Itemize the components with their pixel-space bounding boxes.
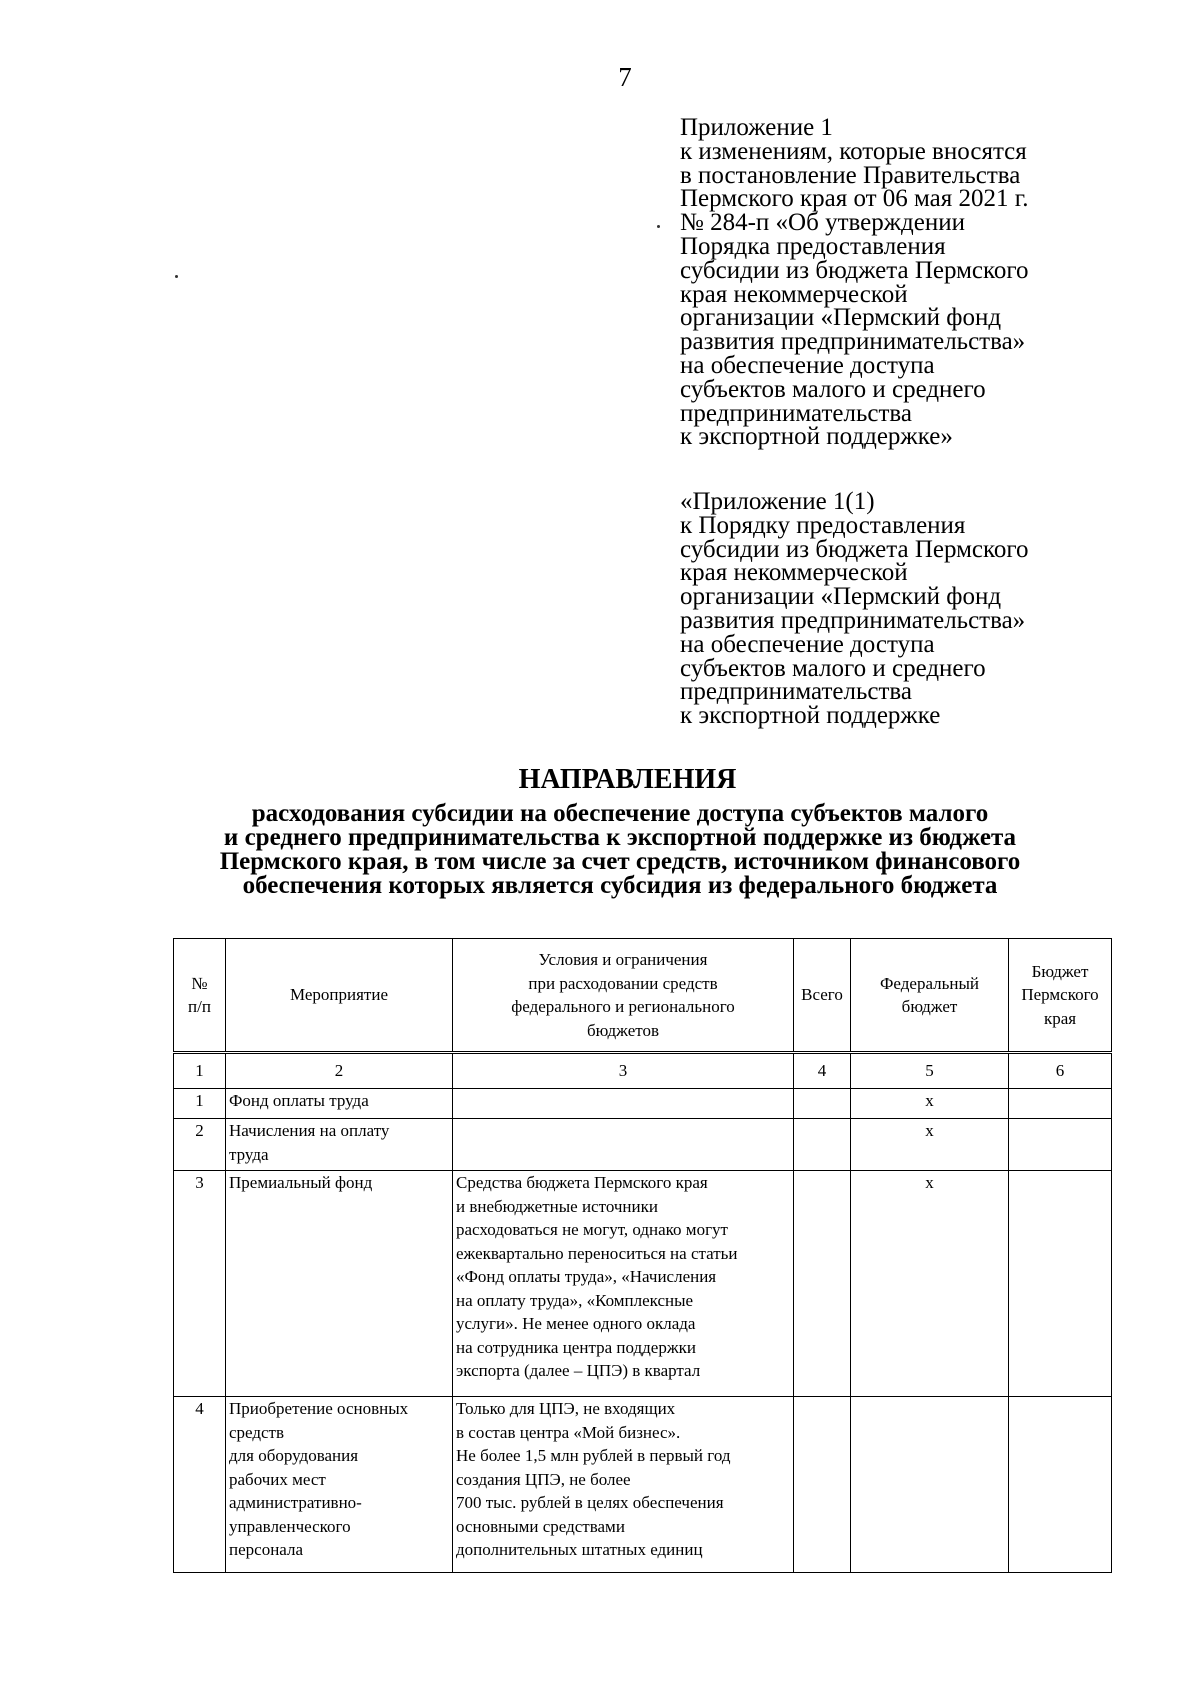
event-line: Начисления на оплату (229, 1121, 390, 1140)
header-federal: Федеральный бюджет (851, 939, 1009, 1053)
row-event (226, 1171, 453, 1397)
row-total (794, 1089, 851, 1119)
appendix-line: предпринимательства (680, 678, 912, 706)
row-federal: х (851, 1089, 1009, 1119)
appendix-1-header (680, 116, 1100, 449)
column-number: 3 (453, 1053, 794, 1089)
row-regional (1009, 1089, 1112, 1119)
appendix-line: на обеспечение доступа (680, 630, 935, 658)
column-number: 4 (794, 1053, 851, 1089)
row-federal (851, 1397, 1009, 1573)
subtitle-line: и среднего предпринимательства к экспортной поддержке из бюджета (223, 824, 1017, 851)
column-number: 6 (1009, 1053, 1112, 1089)
appendix-line: на обеспечение доступа (680, 351, 935, 379)
appendix-1-1-header (680, 490, 1100, 728)
row-federal: х (851, 1119, 1009, 1171)
row-conditions (453, 1397, 794, 1573)
row-event (226, 1089, 453, 1119)
condition-line: на сотрудника центра поддержки (456, 1337, 696, 1357)
column-number: 2 (226, 1053, 453, 1089)
appendix-line: к изменениям, которые вносятся (680, 137, 1027, 165)
row-conditions (453, 1171, 794, 1397)
appendix-line: развития предпринимательства» (680, 328, 1026, 356)
appendix-line: к Порядку предоставления (680, 511, 966, 539)
header-num: № п/п (174, 939, 226, 1053)
appendix-line: к экспортной поддержке» (680, 423, 953, 451)
appendix-line: предпринимательства (680, 399, 912, 427)
row-number: 3 (174, 1171, 226, 1397)
appendix-line: организации «Пермский фонд (680, 304, 1002, 332)
row-conditions (453, 1119, 794, 1171)
condition-line: дополнительных штатных единиц (456, 1540, 703, 1559)
expense-directions-table (173, 938, 1112, 1573)
appendix-line: развития предпринимательства» (680, 606, 1026, 634)
column-number: 1 (174, 1053, 226, 1089)
appendix-line: к экспортной поддержке (680, 702, 941, 730)
event-line: для оборудования (229, 1446, 359, 1465)
condition-line: Только для ЦПЭ, не входящих (456, 1399, 676, 1418)
appendix-line: Пермского края от 06 мая 2021 г. (680, 185, 1029, 213)
condition-line: услуги». Не менее одного оклада (456, 1314, 696, 1333)
row-number: 1 (174, 1089, 226, 1119)
condition-line: на оплату труда», «Комплексные (456, 1290, 694, 1310)
document-title: НАПРАВЛЕНИЯ (518, 764, 737, 795)
event-line: труда (229, 1144, 269, 1164)
table-header-row (174, 939, 1112, 1053)
condition-line: основными средствами (456, 1516, 625, 1536)
page-number: 7 (618, 62, 632, 92)
row-number: 2 (174, 1119, 226, 1171)
event-line: Премиальный фонд (229, 1173, 373, 1192)
header-conditions: Условия и ограничения при расходовании средств федерального и регионального бюджетов (453, 939, 794, 1053)
appendix-line: края некоммерческой (680, 559, 908, 587)
appendix-line: Приложение 1 (680, 114, 833, 141)
condition-line: ежеквартально переноситься на статьи (456, 1243, 738, 1263)
appendix-line: субсидии из бюджета Пермского (680, 256, 1029, 284)
condition-line: экспорта (далее – ЦПЭ) в квартал (456, 1361, 701, 1380)
event-line: управленческого (229, 1516, 351, 1536)
table-row (174, 1119, 1112, 1171)
appendix-line: субсидии из бюджета Пермского (680, 535, 1029, 563)
event-line: рабочих мест (229, 1469, 326, 1489)
row-conditions (453, 1089, 794, 1119)
subtitle-line: обеспечения которых является субсидия из федерального бюджета (242, 872, 998, 899)
column-number: 5 (851, 1053, 1009, 1089)
header-regional: Бюджет Пермского края (1009, 939, 1112, 1053)
row-total (794, 1119, 851, 1171)
row-regional (1009, 1171, 1112, 1397)
row-event (226, 1397, 453, 1573)
header-event: Мероприятие (226, 939, 453, 1053)
condition-line: Средства бюджета Пермского края (456, 1173, 708, 1192)
row-number: 4 (174, 1397, 226, 1573)
table-row (174, 1171, 1112, 1397)
document-subtitle (160, 802, 1080, 898)
scan-speck (657, 225, 660, 228)
condition-line: в состав центра «Мой бизнес». (456, 1422, 681, 1442)
appendix-line: субъектов малого и среднего (680, 654, 986, 682)
subtitle-line: расходования субсидии на обеспечение доступа субъектов малого (251, 800, 989, 827)
appendix-line: Порядка предоставления (680, 232, 946, 260)
condition-line: Не более 1,5 млн рублей в первый год (456, 1446, 731, 1465)
table-row (174, 1089, 1112, 1119)
event-line: персонала (229, 1540, 304, 1559)
event-line: Фонд оплаты труда (229, 1091, 369, 1110)
row-federal: х (851, 1171, 1009, 1397)
table-row (174, 1397, 1112, 1573)
appendix-line: организации «Пермский фонд (680, 583, 1002, 611)
column-number-row (174, 1053, 1112, 1089)
appendix-line: края некоммерческой (680, 280, 908, 308)
condition-line: расходоваться не могут, однако могут (456, 1220, 728, 1239)
subtitle-line: Пермского края, в том числе за счет средств, источником финансового (219, 848, 1021, 875)
condition-line: 700 тыс. рублей в целях обеспечения (456, 1493, 724, 1512)
row-total (794, 1171, 851, 1397)
row-total (794, 1397, 851, 1573)
event-line: средств (229, 1422, 285, 1442)
condition-line: «Фонд оплаты труда», «Начисления (456, 1267, 717, 1286)
scan-speck (175, 275, 178, 278)
appendix-line: субъектов малого и среднего (680, 375, 986, 403)
row-regional (1009, 1119, 1112, 1171)
header-total: Всего (794, 939, 851, 1053)
condition-line: и внебюджетные источники (456, 1196, 658, 1216)
row-event (226, 1119, 453, 1171)
row-regional (1009, 1397, 1112, 1573)
appendix-line: № 284-п «Об утверждении (680, 209, 965, 237)
appendix-line: в постановление Правительства (680, 161, 1021, 189)
appendix-line: «Приложение 1(1) (680, 488, 875, 515)
event-line: Приобретение основных (229, 1399, 409, 1418)
condition-line: создания ЦПЭ, не более (456, 1469, 631, 1489)
event-line: административно- (229, 1493, 362, 1512)
